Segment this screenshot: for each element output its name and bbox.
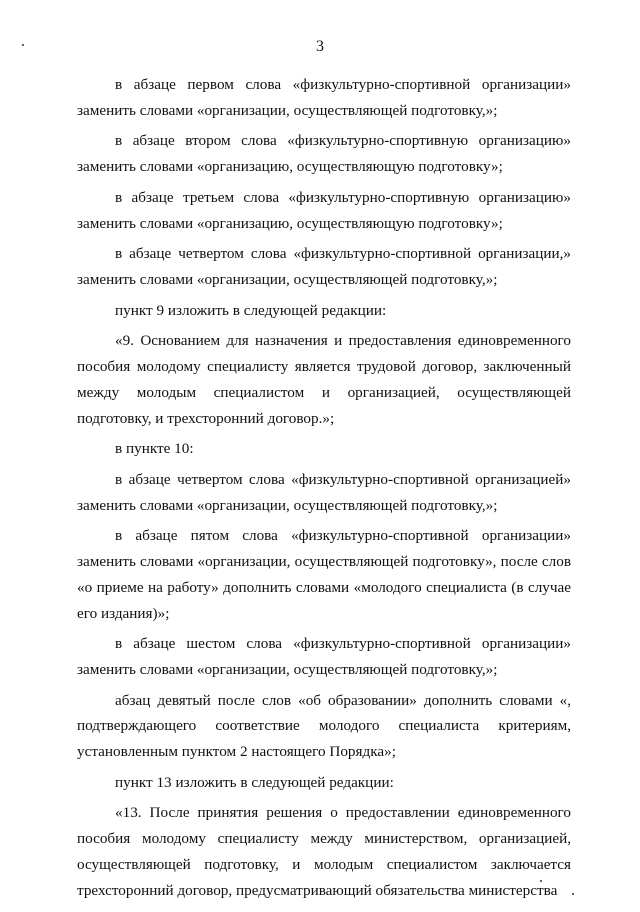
paragraph: в абзаце пятом слова «физкультурно-спортивной организации» заменить словами «организации, осуществляющей подготовку», после слов «о приеме на работу» дополнить словами «молодого специалиста (в случае его издания)»; (77, 527, 571, 622)
scan-speck (540, 880, 542, 882)
paragraph: «13. После принятия решения о предоставлении единовременного пособия молодому специалисту между министерством, организацией, осуществляющей подготовку, и молодым специалистом заключается трехсторонний договор, предусматривающий обязательства министерства (77, 804, 571, 899)
paragraph: в абзаце шестом слова «физкультурно-спортивной организации» заменить словами «организации, осуществляющей подготовку,»; (77, 635, 571, 678)
document-body (77, 72, 571, 908)
paragraph: в абзаце третьем слова «физкультурно-спортивную организацию» заменить словами «организацию, осуществляющую подготовку»; (77, 188, 571, 232)
scan-speck (572, 893, 574, 895)
paragraph: в абзаце первом слова «физкультурно-спортивной организации» заменить словами «организации, осуществляющей подготовку,»; (77, 76, 571, 119)
paragraph: пункт 9 изложить в следующей редакции: (115, 301, 387, 319)
paragraph: абзац девятый после слов «об образовании» дополнить словами «, подтверждающего соответствие молодого специалиста критериям, установленным пунктом 2 настоящего Порядка»; (77, 691, 571, 761)
paragraph: «9. Основанием для назначения и предоставления единовременного пособия молодому специалисту является трудовой договор, заключенный между молодым специалистом и организацией, осуществляющей подготовку, и трехсторонний договор.»; (77, 332, 571, 427)
paragraph: в пункте 10: (115, 440, 194, 458)
paragraph: в абзаце втором слова «физкультурно-спортивную организацию» заменить словами «организацию, осуществляющую подготовку»; (77, 132, 571, 176)
page-number: 3 (316, 38, 324, 55)
paragraph: в абзаце четвертом слова «физкультурно-спортивной организацией» заменить словами «организации, осуществляющей подготовку,»; (77, 470, 571, 514)
paragraph: пункт 13 изложить в следующей редакции: (115, 773, 394, 791)
paragraph: в абзаце четвертом слова «физкультурно-спортивной организации,» заменить словами «организации, осуществляющей подготовку,»; (77, 245, 571, 288)
